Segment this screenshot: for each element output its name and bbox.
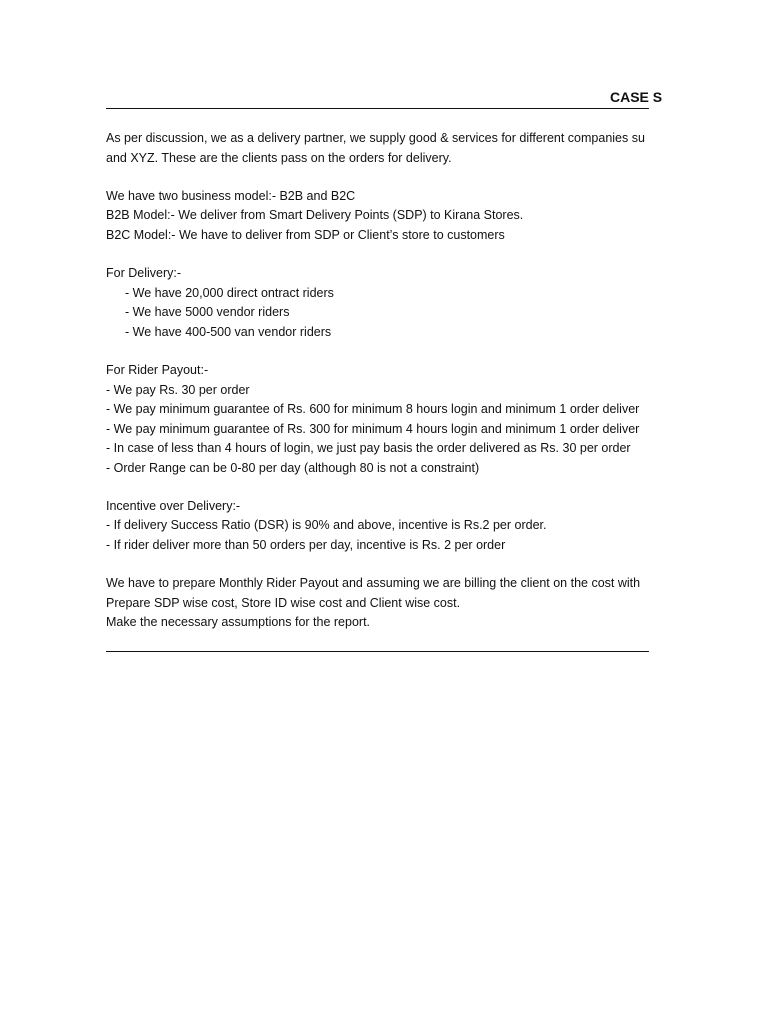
intro-line-1: As per discussion, we as a delivery partner, we supply good & services for different companies su <box>106 131 645 145</box>
delivery-heading: For Delivery:- <box>106 266 182 280</box>
content-bottom-divider <box>106 651 649 652</box>
case-study-content <box>106 80 663 660</box>
delivery-item-vendor-riders: - We have 5000 vendor riders <box>125 305 290 319</box>
rider-payout-order-range: - Order Range can be 0-80 per day (although 80 is not a constraint) <box>106 461 480 475</box>
title-underline-divider <box>106 108 649 109</box>
delivery-item-direct-riders: - We have 20,000 direct ontract riders <box>125 286 334 300</box>
rider-payout-heading: For Rider Payout:- <box>106 363 209 377</box>
incentive-heading: Incentive over Delivery:- <box>106 499 241 513</box>
delivery-item-van-vendor-riders: - We have 400-500 van vendor riders <box>125 325 332 339</box>
case-study-title: CASE S <box>610 89 663 105</box>
incentive-dsr-rule: - If delivery Success Ratio (DSR) is 90% and above, incentive is Rs.2 per order. <box>106 518 547 532</box>
business-model-summary: We have two business model:- B2B and B2C <box>106 189 356 203</box>
task-line-2: Prepare SDP wise cost, Store ID wise cost and Client wise cost. <box>106 596 461 610</box>
task-line-1: We have to prepare Monthly Rider Payout and assuming we are billing the client on the cost with <box>106 576 641 590</box>
b2c-model-description: B2C Model:- We have to deliver from SDP or Client’s store to customers <box>106 228 505 242</box>
rider-payout-8-hour-guarantee: - We pay minimum guarantee of Rs. 600 for minimum 8 hours login and minimum 1 order deliver <box>106 402 640 416</box>
b2b-model-description: B2B Model:- We deliver from Smart Delivery Points (SDP) to Kirana Stores. <box>106 208 524 222</box>
task-line-3: Make the necessary assumptions for the report. <box>106 615 371 629</box>
rider-payout-per-order: - We pay Rs. 30 per order <box>106 383 250 397</box>
rider-payout-4-hour-guarantee: - We pay minimum guarantee of Rs. 300 for minimum 4 hours login and minimum 1 order deliver <box>106 422 640 436</box>
intro-line-2: and XYZ. These are the clients pass on the orders for delivery. <box>106 151 452 165</box>
incentive-volume-rule: - If rider deliver more than 50 orders per day, incentive is Rs. 2 per order <box>106 538 506 552</box>
rider-payout-under-4-hours: - In case of less than 4 hours of login, we just pay basis the order delivered as Rs. 30 per order <box>106 441 631 455</box>
